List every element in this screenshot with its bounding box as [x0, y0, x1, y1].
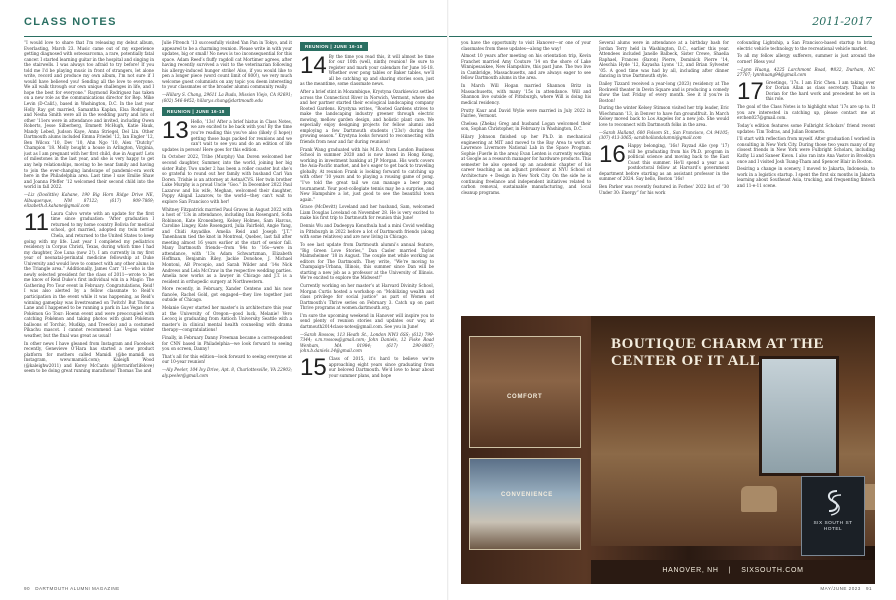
right-page-number: 91: [865, 586, 872, 591]
comfort-label: COMFORT: [507, 394, 543, 400]
note-paragraph: Whitney Fitzpatrick married Paul Graves in August 2022 with a host of ’13s in attendance, including Dan Rosengard, Sofia Robinson, Kate Kronenberg, Kelsey Holmes, Sam Harcus, Caroline Lingey, Kate Rosengard, Julia Fairfield, Angie Yang, and Chidi Anyadike. Amelia Reid and Joseph “J.T.” Tanenbaum tied the knot in Montreal, Quebec, last fall after meeting almost 16 years earlier at the start of senior fall. Many Dartmouth friends—from ’84s to ’16s—were in attendance, with ’13s Adam Schwartzman, Elizabeth Hoffman, Benjamin Riley, Jackie Donohoe, J. Michael Montoni, AB Procopio, and Sarah Wilder and ’14s Nick Andrews and Lela McCraw in the respective wedding parties. Amelia now works as a lawyer in Chicago and J.T. is a resident in orthopedic surgery at Northwestern.: [162, 206, 292, 284]
note-paragraph: More recently, in February, Xander Centeno and his now fiancée, Rachel Gold, got engaged—they live together just outside of Chicago.: [162, 286, 292, 303]
note-paragraph: “I would love to share that I’m releasing my debut album, Everlasting, March 23. Music came out of my experience getting diagnosed with osteosarcoma, a rare, potentially fatal cancer. I started learning guitar in the hospital and singing in the stairwells. I was always too afraid to try before! If you told me I’d be playing music in front of strangers, let alone write, record and produce my own album, I’m not sure if I would have believed you! Sending all the love to everyone. We all walk through our own unique challenges in life, and I hope the best for everyone.” Raymond Rodriguez has taken on a new role as the communications director for Rep. Mike Levin (D-Calif.), based in Washington, D.C. In the last year Holly Ray got married, Samantha Kaplan, Elsa Rodriguez, and Nesha Smith were all in the wedding party and lots of other ’11ers were in attendance and invited, including Owen Roberts, Jesse Silberberg, Emmett McHugh, Katie Hauk, Mandy Lebed, Judson Kaye, Anna Striegel, Del Lin. Other Dartmouth alums included Emma Friedel ’12, Ian Engler ’12, Ben Wilcox ’10, Dev ’10, Ahn Ngo ’10, Alex “Dutchy” Champion ’18. Molly bought a house in Arlington, Virginia, just as I am pregnant with her first child, due in August! Lots of milestones in the last year, and she is very happy to get any help relationships, moving to be near family and having to join the ever-changing landscape of pandemic-era work here in the Philadelphia area. Last time I saw Emilie Shaw and Joanna Pfeffer ’12 welcomed their second child into the world in fall 2022.: [24, 40, 154, 190]
window-photo: [759, 356, 839, 476]
class-2017-note: 17 Greetings, ’17s. I am Eric Chen. I am taking over for Dorian Allan as class secretary. Thanks to Dorian for the hard work and precedent he set in this role.: [737, 77, 875, 105]
note-signature: —Hillary S. Chang, 29611 La Buda, Mission Viejo, CA 92691; (602) 546-8452; hillary.s.chang@dartmouth.edu: [162, 92, 292, 103]
section-title: CLASS NOTES: [24, 16, 117, 28]
class-number-11: 11: [24, 208, 49, 236]
note-paragraph: Ben Parker was recently featured in Forbes’ 2022 list of “30 Under 30: Energy” for his work: [599, 184, 729, 195]
footer-left: [24, 586, 120, 591]
column-1: [24, 40, 154, 580]
ad-website-link[interactable]: SIXSOUTH.COM: [741, 567, 804, 574]
note-paragraph: Hilary Johnson finished up her Ph.D. in mechanical engineering at MIT and moved to the Bay Area to work at Lawrence Livermore National Lab in the Space Program. Sophie (Fuerle in the area) Evan Lenten is currently working at Google as a research manager for hardware products. This semester he also opened up an academic chapter of his career teaching as an adjunct professor at NYU School of Architecture + Design in New York City. On the side he is continuing freelance and independent initiatives related to carbon removal, sustainable manufacturing, and local cleanup programs.: [461, 134, 591, 195]
note-paragraph: you have the opportunity to visit Hanover—or one of your classmates from these updates—along the way!: [461, 40, 591, 51]
note-signature: —Sarah Rossow, 113 Heath St., London NW3 6SS; (612) 799-7344; s.m.rossow@gmail.com; John Daniels, 12 Fiske Road Wenham, MA 01984; (617) 290-8807; john.b.daniels.14@gmail.com: [300, 331, 434, 354]
note-paragraph: Julie Ffrench ’13 successfully visited Yan Pan in Tokyo, and it appeared to be a charming reunion. Please write in with your updates, big or small! No news is too inconsequential for this space. Adam Reed’s fluffy ragdoll cat Mortimer agrees, after having recently survived a visit to the veterinarian following his allergy-induced hunger strike! Also, if you would like to pen a longer piece (word count limit of 800!), we very much welcome guest columnists on any topic you deem interesting to your classmates or the broader alumni community really.: [162, 40, 292, 90]
note-paragraph: That’s all for this edition—look forward to seeing everyone at our 10-year reunion!: [162, 353, 292, 365]
comfort-photo: [469, 336, 581, 448]
note-paragraph: Chelsea (Zheka) Greg and husband Logan welcomed their son, Sophan Christopher, in February in Washington, D.C.: [461, 120, 591, 132]
note-paragraph: The goal of the Class Notes is to highlight what ’17s are up to. If you are interested in catching up, please contact me at erchen027@gmail.com.: [737, 104, 875, 121]
note-paragraph: Today’s edition features some Fulbright Scholars’ friend recent updates: Tim Todras, and Julian Bonnerts.: [737, 123, 875, 134]
left-page-number: 90: [24, 586, 31, 591]
issue-date: MAY/JUNE 2023: [820, 586, 861, 591]
ad-location: HANOVER, NH: [662, 567, 719, 574]
ad-footer: HANOVER, NH | SIXSOUTH.COM: [591, 560, 875, 584]
note-paragraph: I’ll start with reflection from myself. After graduation I worked in consulting in New York City. During those two years many of my closest friends in New York were Fulbright Scholars, including Kathy Li and Saneer Kwon. I also ran into Ana Vastor in Brooklyn once and I visited Josh Tsang-Tham and Spencer Blair in Boston.: [737, 136, 875, 164]
footer-right: [820, 586, 872, 591]
class-number-13: 13: [162, 116, 189, 144]
note-signature: —Aly Peeler, 104 Ivy Drive, Apt. 8, Charlottesville, VA 22903; aly.peeler@gmail.com: [162, 367, 292, 378]
column-3: [300, 40, 434, 580]
note-paragraph: In March Will Hogan married Shannon Britz in Massachusetts, with many ’15s in attendance. Will and Shannon live outside of Pittsburgh, where Will is doing his medical residency.: [461, 83, 591, 105]
class-2013-note: 13 Hello, ’13s! After a brief hiatus in Class Notes, we are excited to be back with you! By the time you’re reading this you’ve also (likely (I hope)) getting those bags packed for reunions and we can’t wait to see you and do an edition of life updates in person! Here goes for this edition.: [162, 116, 292, 152]
convenience-photo: [469, 458, 581, 550]
convenience-label: CONVENIENCE: [501, 492, 553, 498]
note-paragraph: I’m sure the upcoming weekend in Hanover will inspire you to send plenty of reunion stories and updates our way, at dartmouth2014class-notes@gmail.com. See you in June!: [300, 312, 434, 330]
class-number-17: 17: [737, 77, 764, 105]
hotel-monogram-icon: [821, 487, 845, 517]
hotel-logo: [801, 476, 865, 556]
note-paragraph: Grace (McDevitt) Loveland and her husband, Sam, welcomed Liam Douglas Loveland on November 28. He is very excited to make his first trip to Dartmouth for reunion this June!: [300, 204, 434, 221]
class-2014-note: 14 By the time you read this, it will almost be time for our 10th (well, ninth) reunion! Be sure to register and mark your calendars for June 16-18. Whether over pong tables or Baker tables, we’ll all be catching up and sharing stories soon, just as the meantime, some classmate news.: [300, 51, 434, 87]
reunion-badge-14: REUNION | JUNE 16-18: [300, 42, 368, 51]
note-paragraph: During the winter Kelsey Stimson visited her trip leader, Eric Wiechmann ’13, in Denver to have fun groundfruit. In March Kelsey moved back to Los Angeles for a new job. She would love to reconnect with Dartmouth folks in the area.: [599, 105, 729, 128]
note-paragraph: Finally, in February Danny Freeman became a correspondent for CNN based in Philadelphia—we look forward to seeing you on screen, Danny!: [162, 335, 292, 352]
note-paragraph: To see last update from Dartmouth alumni’s annual feature, “Big Green Love Stories,” Dan Casler married Taylor Malmsheimer ’18 in August. The couple met while working as editors for The Dartmouth. They write, “We’re moving to Champaign-Urbana, Illinois, this summer since Dan will be starting a new job as a professor at the University of Illinois. We’re excited to explore the Midwest!”: [300, 241, 434, 281]
column-6: [737, 40, 875, 310]
class-number-15: 15: [300, 354, 327, 382]
note-signature: —Liz (Doolittle) Kahane, 190 Big Horn Ridge Drive NE, Albuquerque, NM 87122; (617) 909-7869; elizabeth.d.kahane@gmail.com: [24, 191, 154, 209]
note-paragraph: Desiring a change in scenery, I moved to Jakarta, Indonesia, to work in a logistics startup. I spent the first six months in Jakarta learning about Southeast Asia, trucking, and frequenting fintech and 11-e-11 scene.: [737, 166, 875, 188]
class-number-14: 14: [300, 51, 327, 79]
column-5: [599, 40, 729, 310]
class-2011-note: 11 Laura Calvo wrote with an update for the first time since graduation: “After graduation I returned to my home country Bolivia for medical school, got married, adopted my twin terrier Chela, and returned to the United States to keep going with my life. Last year I completed my pediatrics residency in Corpus Christi, Texas, during which time I had my daughter, Zoe Luna (now 2!). I am currently in my first year of neonatal-perinatal medicine fellowship at Duke University and would love to connect with any other alums in the Triangle area.” Additionally, James Carr ’11—who is the newly selected president for the class of 2011—wrote to let me know of Reid Duke’s first individual win in a Magic: The Gathering Pro Tour event in February. Congratulations, Reid! I was also alerted by a fellow classmate to Reid’s participation in the event while it was happening, as Reid’s winning gameplay was livestreamed on Twitch! But Thomas Lane and I happened to be running a park in Las Vegas for a Pokémon Go Tour: Hoenn event and were preoccupied with catching Pokémon and taking photos with giant Pokémon balloons of Torchic, Mudkip, and Treecko) and a costumed Pikachu mascot. I cannot recommend Las Vegas winter weather, but the final was great as usual!: [24, 208, 154, 338]
note-signature: —Lynn Huang, 4225 Larchmont Road, #832, Durham, NC 27707; lynnhuang94@gmail.com: [737, 66, 875, 78]
note-paragraph: Melanie Guyer started her master’s in architecture this year at the University of Oregon—good luck, Melanie! Vero Lecocq is graduating from Antioch University Seattle with a master’s in clinical mental health counseling with drama therapy—congratulations!: [162, 305, 292, 333]
note-paragraph: cofounding Lightship, a San Francisco-based startup to bring electric vehicle technology to the recreational vehicle market.: [737, 40, 875, 51]
ad-headline: BOUTIQUE CHARM AT THE CENTER OF IT ALL: [611, 336, 825, 369]
class-number-16: 16: [599, 141, 626, 169]
note-paragraph: Several alums were in attendance at a birthday bash for Jordan Terry held in Washington, D.C., earlier this year. Attendees included Janelle Balbeck, Sister Crewe, Shaelia Raphael, Frances (Baron) Pierre, Dominick Pierre ’14, Aleschia Hyde ’12, Kayasha Lyons ’12, and Brian Sylvester ’05. A good time was had by all, including after dinner dancing in true Dartmouth style.: [599, 40, 729, 79]
hotel-logo-name: SIX SOUTH ST: [813, 521, 853, 526]
hotel-advertisement[interactable]: [461, 316, 875, 584]
note-paragraph: After a brief stint in Mozambique, Krystyna Ozarkiewicz settled across the Connecticut River in Norwich, Vermont, where she and her partner started their ecological landscaping company Rooted Gardens. Krystyna writes, “Rooted Gardens strives to make the landscaping industry greener through electric mowing, mellow garden design, and holistic plant care. We especially enjoy designing projects for fellow alumni and employing a few Dartmouth students (’23s!) during the growing season.” Krystyna looks forward to reconnecting with friends from near and far during reunions!: [300, 89, 434, 144]
column-4: [461, 40, 591, 310]
note-signature: —Sarah Halland, 600 Folsom St., San Francisco, CA 94105; (307) 413-3065; sarahhollandalumni@gmail.com: [599, 129, 729, 141]
note-paragraph: Currently working on her master’s at Harvard Divinity School, Morgan Curtis hosted a workshop on “Mobilizing wealth and class privilege for social justice” as part of Women of Dartmouth’s Thrive series on February 3. Catch up on past Thrive programs at women.dartmouth.org.: [300, 283, 434, 311]
note-paragraph: Frank Wang graduated with his M.B.A. from London Business School in summer 2020 and is now based in Hong Kong, working in investment banking at JP Morgan. His work covers the Asia-Pacific market, and he’s eager to get back to traveling globally. At reunion Frank is looking forward to catching up with other ’10 years and to playing a rousing game of pong. “I’ve told the great tail we can manage a beer pong tournament. Your post-collegiate tennis may be a surprise, and New Hampshire a lot, just good to see the beautiful town again.”: [300, 146, 434, 202]
class-2016-note: 16 Happy belonging, ’16s! Fayzad Alie (yep ’17) will be graduating from his Ph.D. program in political science and moving back to the East Coast this summer. He’ll spend a year as a postdoctoral fellow at Harvard’s government department before starting as an assistant professor in the summer of 2024. Say hello, Boston ’16s!: [599, 141, 729, 182]
class-2015-note: 15 Class of 2015, it’s hard to believe we’re approaching eight years since graduating from our beloved Dartmouth. We’d love to hear about your summer plans, and hope: [300, 354, 434, 382]
hotel-logo-place: HOTEL: [823, 527, 843, 532]
class-years: 2011-2017: [812, 15, 872, 28]
note-paragraph: Dailey Tizzard received a year-long (2023) residency at The Rockwell theater in Devin Square and is producing a comedy show the last Friday of every month. See it if you’re in Boston!: [599, 81, 729, 103]
note-paragraph: In October 2022, Tribe (Murphy) Van Doren welcomed her second daughter, Summer, into the world, joining her big sister Ruby. Two under 2 has been a roller coaster but she’s so grateful to round out her family with husband Carl Van Doren. Trishie is an attorney at Aetna/CVS. Her twin brother Luke Murphy is a proud Uncle “Goo.” In December 2022 Paul Lazarow and his wife, Meghan, welcomed their daughter, Poppy Abigail Lazarow, to the world—they can’t wait to explore San Francisco with her!: [162, 154, 292, 204]
note-paragraph: In other news I have gleaned from Instagram and Facebook recently, Genevieve O’Hara has started a new product platform for mothers called Mamidi (@be_mamidi on Instagram, www.mamidi.com); Kaleigh Wood (@kaleighw2011) and Korey McCants (@ferrariforlifelove) seem to be doing great running marathons! Thomas Tao and: [24, 340, 154, 374]
page-gutter: [447, 0, 449, 600]
magazine-name: DARTMOUTH ALUMNI MAGAZINE: [35, 586, 120, 591]
note-paragraph: Dennis Wu and Dadeepya Konuthula had a mini Covid wedding in Pittsburgh in 2022 before a lot of Dartmouth friends (along with some relatives) and are now living in Chicago.: [300, 223, 434, 240]
note-paragraph: To all my fellow allergy sufferers, summer is just around the corner! Bless you!: [737, 53, 875, 64]
note-paragraph: Almost 10 years after meeting on his orientation trip, Kevin Franchet married Amy Couture ’14 on the shore of Lake Winnipesaukee, New Hampshire, this past June. The two live in Cambridge, Massachusetts, and are always eager to see fellow Dartmouth alums in the area.: [461, 53, 591, 81]
reunion-badge-13: REUNION | JUNE 16-18: [162, 107, 230, 116]
page-footer: [24, 586, 872, 594]
column-2: [162, 40, 292, 580]
note-paragraph: Prutty Kaur and David Wylie were married in July 2022 in Fairlee, Vermont.: [461, 107, 591, 119]
